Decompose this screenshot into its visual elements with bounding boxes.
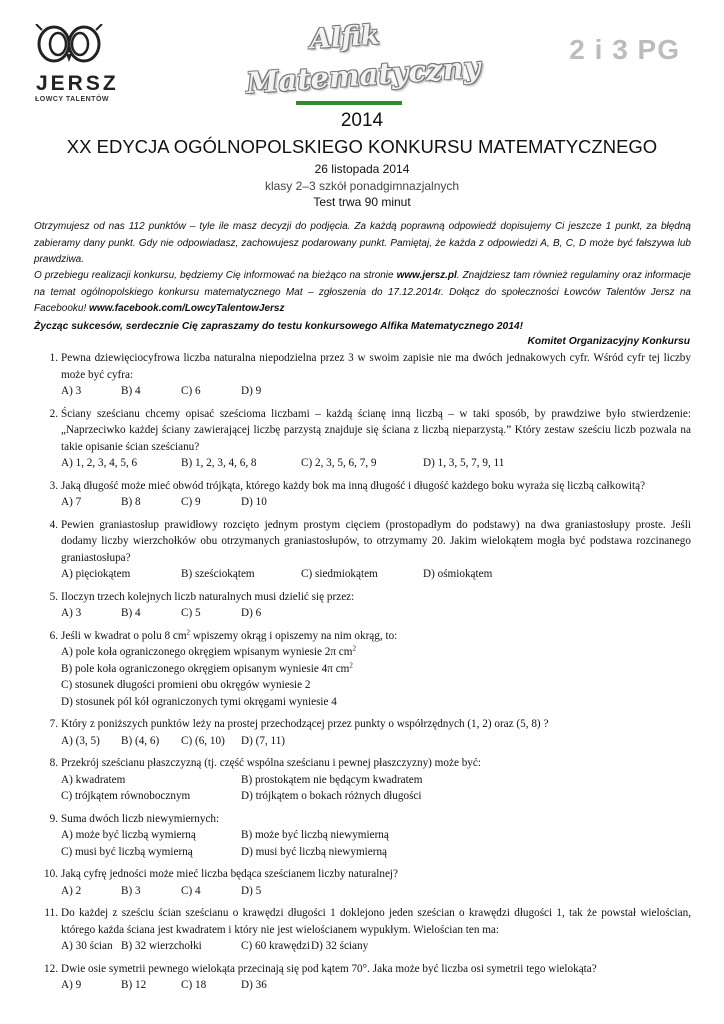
answer-option[interactable]: C) 18	[181, 979, 207, 991]
answer-option[interactable]: B) 32 wierzchołki	[121, 940, 202, 952]
answer-option[interactable]: B) prostokątem nie będącym kwadratem	[241, 773, 423, 786]
site-link[interactable]: www.jersz.pl	[396, 270, 457, 281]
superscript: 2	[352, 644, 356, 653]
answer-option[interactable]: A) 3	[61, 385, 82, 397]
answer-option[interactable]: A) 7	[61, 496, 82, 508]
question-number: 7.	[49, 718, 58, 730]
answer-option[interactable]: A) 9	[61, 979, 82, 991]
answer-option[interactable]: D) (7, 11)	[241, 734, 286, 747]
question-text: Iloczyn trzech kolejnych liczb naturalnych musi dzielić się przez:	[61, 590, 355, 603]
answer-option[interactable]: A) (3, 5)	[61, 734, 100, 747]
test-duration: Test trwa 90 minut	[313, 195, 411, 209]
answer-grid	[61, 772, 691, 805]
question-text: Jaką cyfrę jedności może mieć liczba będąca sześcianem liczby naturalnej?	[61, 868, 399, 880]
intro-rules: Otrzymujesz od nas 112 punktów – tyle ile masz decyzji do podjęcia. Za każdą poprawną odpowiedź dopisujemy Ci jeszcze 1 punkt, za błędną zabieramy dany punkt. Gdy nie odpowiadasz, zachowujesz podarowany punkt. Pamiętaj, że każda z odpowiedzi A, B, C, D może być fałszywa lub prawdziwa.	[34, 221, 691, 265]
intro-info-text-b: . Znajdziesz tam również regulaminy oraz informacje na temat ogólnopolskiego konkursu matematycznego Mat – zgłoszenia do 17.12.2014r. Dołącz do społeczności Łowców Talentów Jersz na Facebooku!	[34, 270, 691, 314]
question-6	[34, 628, 691, 711]
question-number: 3.	[49, 479, 58, 492]
answer-option[interactable]: A) 2	[61, 884, 82, 897]
superscript: 2	[349, 660, 353, 669]
answer-option[interactable]: D) 10	[241, 496, 267, 508]
answer-row	[61, 938, 691, 955]
answer-row	[61, 494, 691, 511]
committee-signature: Komitet Organizacyjny Konkursu	[527, 336, 690, 347]
answer-text: A) pole koła ograniczonego okręgiem wpisanym wyniesie 2π cm	[61, 646, 353, 658]
superscript: 2	[186, 627, 191, 636]
answer-option[interactable]: A) może być liczbą wymierną	[61, 829, 196, 841]
contest-classes: klasy 2–3 szkół ponadgimnazjalnych	[264, 179, 460, 193]
answer-option[interactable]: D) 5	[241, 884, 262, 897]
answer-option[interactable]: B) 12	[121, 979, 147, 991]
answer-option[interactable]: B) sześciokątem	[181, 568, 255, 580]
answer-option[interactable]: C) 2, 3, 5, 6, 7, 9	[301, 457, 377, 469]
page-title: XX EDYCJA OGÓLNOPOLSKIEGO KONKURSU MATEMATYCZNEGO	[66, 136, 658, 157]
answer-option[interactable]: D) trójkątem o bokach różnych długości	[241, 790, 422, 802]
answer-option[interactable]: D) 32 ściany	[311, 940, 369, 952]
answer-row	[61, 605, 691, 622]
answer-option[interactable]: B) może być liczbą niewymierną	[241, 829, 389, 841]
answer-option[interactable]: A) pięciokątem	[61, 568, 131, 580]
answer-option[interactable]: B) 1, 2, 3, 4, 6, 8	[181, 457, 257, 469]
question-text	[61, 628, 691, 645]
answer-option[interactable]: C) musi być liczbą wymierną	[61, 845, 193, 858]
answer-option[interactable]	[61, 644, 691, 661]
answer-option[interactable]: D) ośmiokątem	[423, 568, 493, 580]
question-number: 6.	[49, 629, 58, 642]
answer-option[interactable]: D) 1, 3, 5, 7, 9, 11	[423, 457, 505, 469]
question-7	[34, 716, 691, 749]
answer-option[interactable]: C) 5	[181, 607, 201, 619]
question-text-part: Jeśli w kwadrat o polu 8 cm	[61, 629, 187, 642]
answer-option[interactable]: D) musi być liczbą niewymierną	[241, 845, 388, 858]
answer-option[interactable]: B) 4	[121, 607, 141, 619]
answer-option[interactable]: C) 6	[181, 385, 201, 397]
question-text: Przekrój sześcianu płaszczyzną (tj. część wspólna sześcianu i pewnej płaszczyzny) może być:	[61, 757, 481, 769]
alfik-logo	[238, 19, 488, 106]
question-number: 1.	[49, 352, 58, 364]
question-number: 2.	[49, 407, 58, 420]
answer-option[interactable]: C) trójkątem równobocznym	[61, 790, 191, 802]
question-text: Dwie osie symetrii pewnego wielokąta przecinają się pod kątem 70°. Jaka może być liczba osi symetrii tego wielokąta?	[61, 962, 597, 975]
answer-text: B) pole koła ograniczonego okręgiem opisanym wyniesie 4π cm	[61, 662, 350, 675]
question-number: 12.	[44, 962, 58, 975]
answer-option[interactable]: C) (6, 10)	[181, 734, 225, 747]
grade-code: 2 i 3 PG	[569, 34, 680, 65]
answer-option[interactable]: D) 36	[241, 979, 267, 991]
alfik-logo-line2: Matematyczny	[245, 49, 482, 101]
answer-option[interactable]: C) 60 krawędzi	[241, 940, 310, 952]
question-5	[34, 589, 691, 622]
answer-row	[61, 733, 691, 750]
wish-text: Życząc sukcesów, serdecznie Cię zapraszamy do testu konkursowego Alfika Matematycznego 2014!	[34, 321, 524, 332]
owl-icon	[34, 24, 104, 70]
question-number: 5.	[49, 590, 58, 603]
answer-option[interactable]: C) stosunek długości promieni obu okręgów wyniesie 2	[61, 679, 311, 691]
logo-tagline: ŁOWCY TALENTÓW	[35, 96, 110, 103]
answer-option[interactable]: B) 3	[121, 884, 141, 897]
question-12	[34, 961, 691, 994]
question-11	[34, 905, 691, 955]
question-4	[34, 517, 691, 583]
question-9	[34, 811, 691, 861]
answer-option[interactable]: C) 4	[181, 884, 201, 897]
answer-option[interactable]: D) stosunek pól kół ograniczonych tymi okręgami wyniesie 4	[61, 695, 337, 708]
answer-option[interactable]: B) 8	[121, 496, 141, 508]
answer-row	[61, 977, 691, 994]
year: 2014	[340, 110, 384, 131]
question-number: 9.	[49, 812, 58, 825]
answer-option[interactable]: C) siedmiokątem	[301, 568, 378, 580]
question-number: 4.	[49, 518, 58, 531]
jersz-logo	[32, 24, 122, 106]
question-number: 10.	[44, 868, 58, 880]
question-text: Który z poniższych punktów leży na prostej przechodzącej przez punkty o współrzędnych (1, 2) oraz (5, 8) ?	[61, 718, 549, 730]
answer-row	[61, 883, 691, 900]
alfik-logo-underline	[296, 101, 402, 105]
answer-option[interactable]: B) (4, 6)	[121, 734, 160, 747]
facebook-link[interactable]: www.facebook.com/LowcyTalentowJersz	[89, 303, 285, 314]
answer-option[interactable]: A) 3	[61, 607, 82, 619]
question-text: Ściany sześcianu chcemy opisać sześcioma liczbami – każdą ścianę inną liczbą – w taki sposób, by prawdziwe było stwierdzenie: „Naprzeciwko każdej ściany zawierającej liczbę parzystą znajduje się ściana z liczbą nieparzystą.” Który zestaw sześciu liczb pozwala na takie opisanie ścian sześcianu?	[61, 407, 691, 453]
question-8	[34, 755, 691, 805]
answer-option[interactable]: C) 9	[181, 496, 201, 508]
question-1	[34, 350, 691, 400]
question-text: Suma dwóch liczb niewymiernych:	[61, 812, 220, 825]
contest-date: 26 listopada 2014	[314, 162, 410, 176]
question-3	[34, 478, 691, 511]
question-text: Pewna dziewięciocyfrowa liczba naturalna niepodzielna przez 3 w swoim zapisie nie ma dwóch jednakowych cyfr. Wśród cyfr tej liczby może być cyfra:	[61, 352, 691, 381]
question-text: Pewien graniastosłup prawidłowy rozcięto jednym prostym cięciem (prostopadłym do podstawy) na dwa graniastosłupy proste. Jeśli dodamy liczby wierzchołków obu otrzymanych graniastosłupów, to otrzymamy 20. Jakim wielokątem mogła być podstawa rozcinanego graniastosłupa?	[61, 518, 691, 564]
intro-info-text-a: O przebiegu realizacji konkursu, będziemy Cię informować na bieżąco na stronie	[34, 270, 397, 281]
answer-option[interactable]: A) kwadratem	[61, 773, 126, 786]
question-text-part: wpiszemy okrąg i opiszemy na nim okrąg, to:	[190, 629, 398, 642]
answer-grid	[61, 827, 691, 860]
intro-info	[34, 268, 691, 318]
answer-row	[61, 383, 691, 400]
logo-brand: JERSZ	[36, 72, 119, 95]
answer-row	[61, 455, 691, 472]
answer-option[interactable]: D) 9	[241, 385, 262, 397]
question-text: Jaką długość może mieć obwód trójkąta, którego każdy bok ma inną długość i długość każdego boku wyraża się liczbą całkowitą?	[61, 479, 646, 492]
answer-option[interactable]: A) 30 ścian	[61, 940, 113, 952]
question-list	[34, 350, 691, 1000]
answer-option[interactable]: B) 4	[121, 385, 141, 397]
question-text: Do każdej z sześciu ścian sześcianu o krawędzi długości 1 doklejono jeden sześcian o krawędzi długości 1, tak że powstał wielościan, którego każda ściana jest kwadratem i który nie jest wielościanem wypukłym. Wielościan ten ma:	[61, 907, 691, 936]
alfik-logo-line1: Alfik	[309, 19, 381, 56]
answer-option[interactable]	[61, 661, 691, 678]
question-number: 8.	[49, 757, 58, 769]
question-2	[34, 406, 691, 472]
question-number: 11.	[44, 907, 58, 919]
answer-option[interactable]: D) 6	[241, 607, 262, 619]
question-10	[34, 866, 691, 899]
answer-row	[61, 566, 691, 583]
answer-option[interactable]: A) 1, 2, 3, 4, 5, 6	[61, 457, 138, 469]
